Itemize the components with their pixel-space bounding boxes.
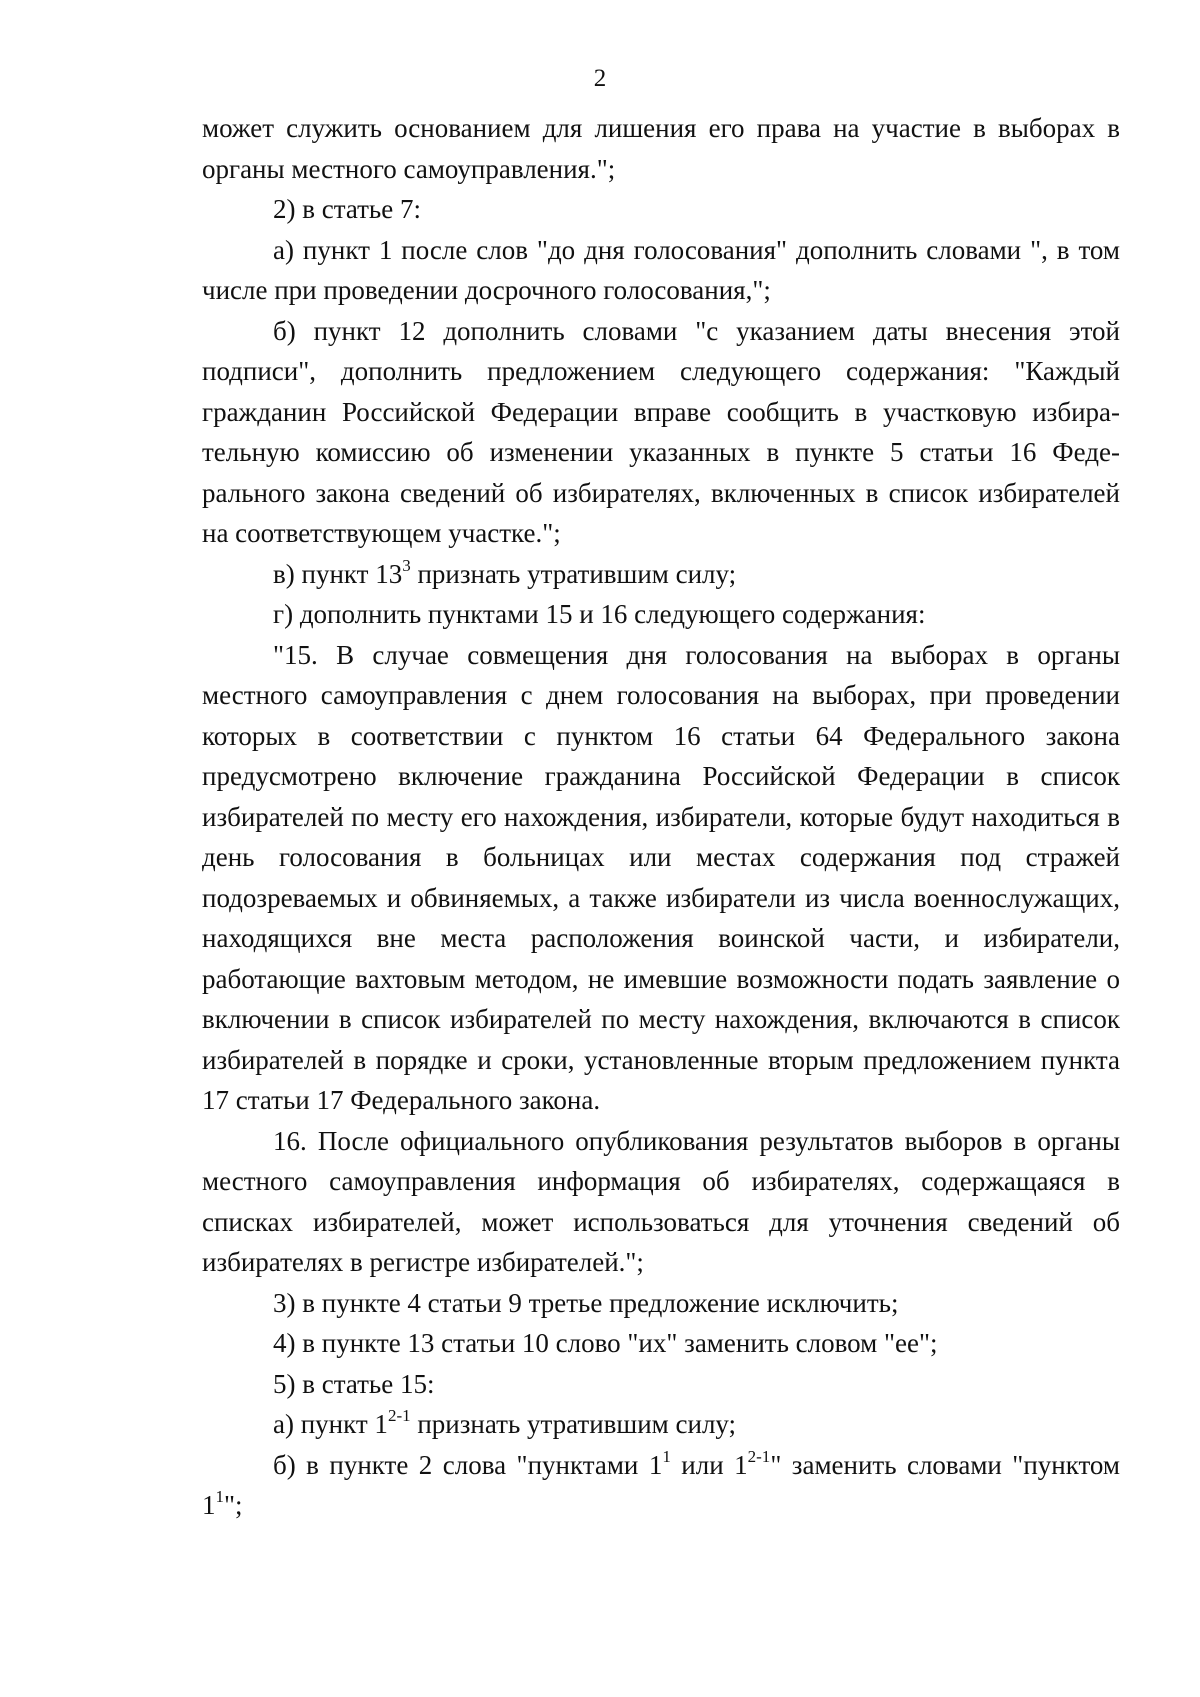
page-number: 2 — [593, 65, 607, 92]
superscript: 2-1 — [747, 1446, 771, 1466]
paragraph-text: б) пункт 12 дополнить словами "с указанием даты внесения этой подписи", дополнить предложением следующего содержания: "Каждый гражданин Российской Федерации вправе сообщить в участковую избирательную комиссию об изменении указанных в пункте 5 статьи 16 Федерального закона сведений об избирателях, включенных в список избирателей на соответствующем участке."; — [202, 315, 1120, 548]
paragraph-text: а) пункт 1 после слов "до дня голосования" дополнить словами ", в том числе при проведении досрочного голосования,"; — [202, 234, 1120, 305]
paragraph — [202, 1445, 1120, 1526]
paragraph-text: или 1 — [670, 1449, 748, 1480]
paragraph — [202, 230, 1120, 311]
paragraph — [202, 1323, 1120, 1364]
paragraph — [202, 1364, 1120, 1405]
paragraph — [202, 635, 1120, 1121]
paragraph-text: а) пункт 1 — [273, 1409, 388, 1439]
paragraph-text: г) дополнить пунктами 15 и 16 следующего содержания: — [273, 599, 926, 629]
document-body — [202, 108, 1120, 1526]
paragraph-text: 5) в статье 15: — [273, 1368, 435, 1399]
paragraph-text: признать утратившим силу; — [410, 558, 737, 589]
paragraph — [202, 311, 1120, 554]
paragraph — [202, 108, 1120, 189]
superscript: 3 — [402, 555, 411, 575]
superscript: 1 — [215, 1487, 224, 1506]
paragraph-text: б) в пункте 2 слова "пунктами 1 — [273, 1449, 663, 1480]
paragraph — [202, 554, 1120, 595]
paragraph-text: 2) в статье 7: — [273, 194, 421, 224]
paragraph — [202, 189, 1120, 230]
paragraph-text: в) пункт 13 — [273, 558, 403, 589]
paragraph — [202, 594, 1120, 635]
paragraph — [202, 1404, 1120, 1445]
paragraph-text: может служить основанием для лишения его права на участие в выборах в органы местного самоуправления."; — [202, 113, 1120, 184]
superscript: 1 — [662, 1446, 671, 1466]
paragraph-text: 16. После официального опубликования результатов выборов в органы местного самоуправления информация об избирателях, содержащаяся в списках избирателей, может использоваться для уточнения сведений об избирателях в регистре избирателей."; — [202, 1125, 1120, 1277]
paragraph — [202, 1121, 1120, 1283]
paragraph-text: "; — [224, 1490, 243, 1520]
paragraph-text: " заменить словами "пунктом 1 — [202, 1449, 1121, 1520]
paragraph-text: "15. В случае совмещения дня голосования на выборах в органы местного самоуправления с днем голосования на выборах, при проведении которых в соответствии с пунктом 16 статьи 64 Федерального закона предусмотрено включение гражданина Российской Федерации в список избирателей по месту его нахождения, избиратели, которые будут находиться в день голосования в больницах или местах содержания под стражей подозреваемых и обвиняемых, а также избиратели из числа военнослужащих, находящихся вне места расположения воинской части, и избиратели, работающие вахтовым методом, не имевшие возможности подать заявление о включении в список избирателей по месту нахождения, включаются в список избирателей в порядке и сроки, установленные вторым предложением пункта 17 статьи 17 Федерального закона. — [202, 639, 1120, 1115]
paragraph-text: признать утратившим силу; — [410, 1409, 737, 1439]
paragraph-text: 3) в пункте 4 статьи 9 третье предложение исключить; — [273, 1287, 899, 1318]
paragraph-text: 4) в пункте 13 статьи 10 слово "их" заменить словом "ее"; — [273, 1328, 938, 1358]
superscript: 2-1 — [387, 1406, 411, 1425]
paragraph — [202, 1283, 1120, 1324]
